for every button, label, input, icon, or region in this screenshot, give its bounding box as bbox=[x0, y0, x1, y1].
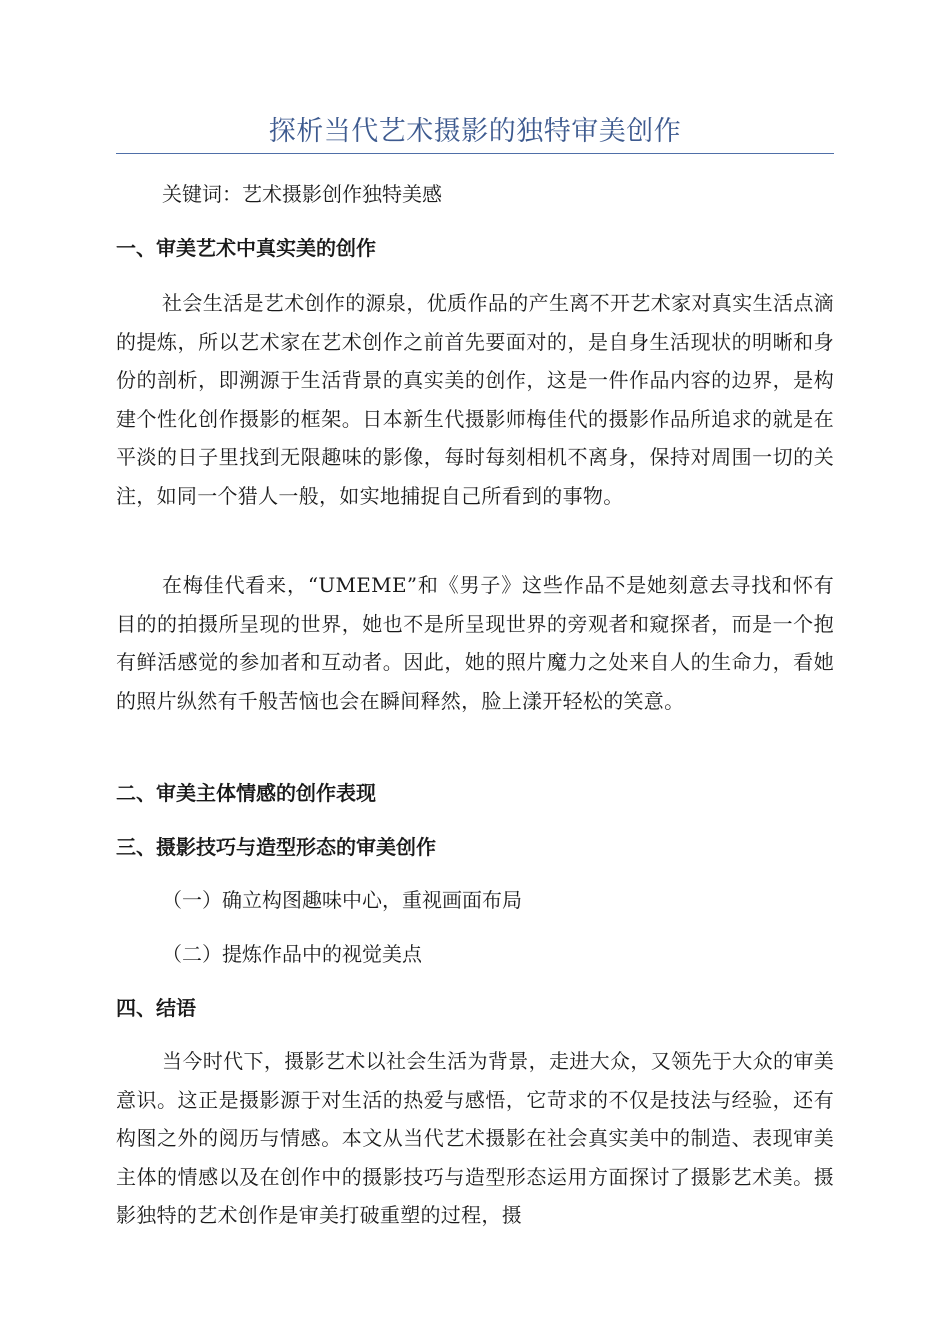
subsection-2: （二）提炼作品中的视觉美点 bbox=[162, 942, 422, 966]
section-1-heading: 一、审美艺术中真实美的创作 bbox=[116, 236, 376, 260]
section-1-paragraph-2: 在梅佳代看来，“UMEME”和《男子》这些作品不是她刻意去寻找和怀有目的的拍摄所呈现的世界，她也不是所呈现世界的旁观者和窥探者，而是一个抱有鲜活感觉的参加者和互动者。因此，她的照片魔力之处来自人的生命力，看她的照片纵然有千般苦恼也会在瞬间释然，脸上漾开轻松的笑意。 bbox=[116, 573, 834, 713]
section-2-heading: 二、审美主体情感的创作表现 bbox=[116, 781, 376, 805]
keywords-line: 关键词：艺术摄影创作独特美感 bbox=[162, 182, 442, 206]
document-title: 探析当代艺术摄影的独特审美创作 bbox=[268, 116, 682, 147]
subsection-1: （一）确立构图趣味中心，重视画面布局 bbox=[162, 888, 522, 912]
section-4-heading: 四、结语 bbox=[116, 996, 196, 1020]
section-3-heading: 三、摄影技巧与造型形态的审美创作 bbox=[116, 835, 436, 859]
title-underline bbox=[116, 153, 834, 154]
conclusion-paragraph: 当今时代下，摄影艺术以社会生活为背景，走进大众，又领先于大众的审美意识。这正是摄影源于对生活的热爱与感悟，它苛求的不仅是技法与经验，还有构图之外的阅历与情感。本文从当代艺术摄影在社会真实美中的制造、表现审美主体的情感以及在创作中的摄影技巧与造型形态运用方面探讨了摄影艺术美。摄影独特的艺术创作是审美打破重塑的过程，摄 bbox=[116, 1049, 834, 1227]
section-1-paragraph-1: 社会生活是艺术创作的源泉，优质作品的产生离不开艺术家对真实生活点滴的提炼，所以艺术家在艺术创作之前首先要面对的，是自身生活现状的明晰和身份的剖析，即溯源于生活背景的真实美的创作，这是一件作品内容的边界，是构建个性化创作摄影的框架。日本新生代摄影师梅佳代的摄影作品所追求的就是在平淡的日子里找到无限趣味的影像，每时每刻相机不离身，保持对周围一切的关注，如同一个猎人一般，如实地捕捉自己所看到的事物。 bbox=[116, 291, 834, 508]
